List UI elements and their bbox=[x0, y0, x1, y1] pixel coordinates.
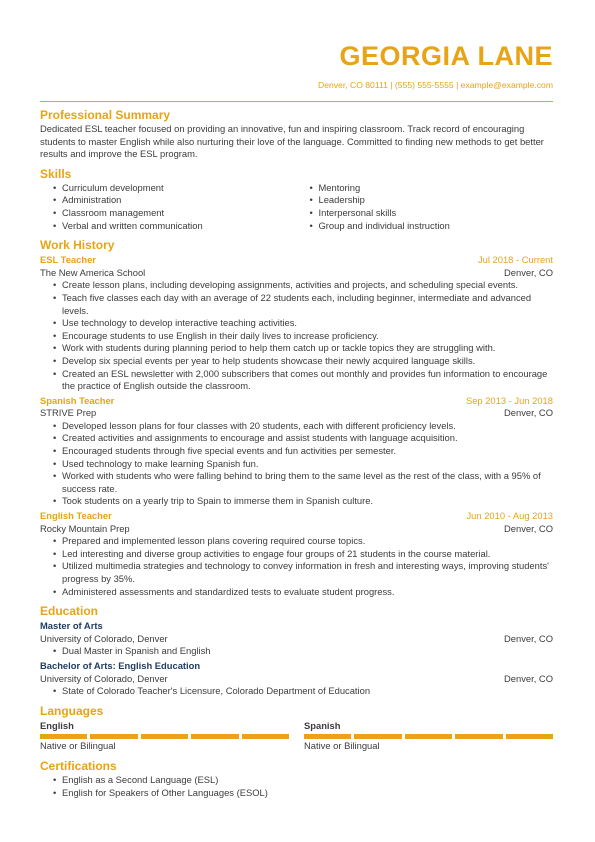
skill-item: • Group and individual instruction bbox=[319, 220, 554, 233]
degree-title: Bachelor of Arts: English Education bbox=[40, 659, 201, 671]
work-history-title: Work History bbox=[40, 238, 115, 253]
job-entry bbox=[40, 510, 553, 598]
proficiency-segment bbox=[304, 734, 351, 739]
skills-column-right bbox=[297, 182, 554, 232]
job-company-row bbox=[40, 407, 553, 420]
job-bullet: • Develop six special events per year to help students showcase their newly acquired language skills. bbox=[62, 355, 553, 368]
job-dates: Jun 2010 - Aug 2013 bbox=[466, 510, 553, 522]
job-role: ESL Teacher bbox=[40, 254, 96, 266]
job-bullet: • Encouraged students through five special events and fun activities per semester. bbox=[62, 445, 553, 458]
job-location: Denver, CO bbox=[504, 407, 553, 419]
proficiency-segment bbox=[191, 734, 238, 739]
job-bullet: • Worked with students who were falling behind to bring them to the same level as the rest of the class, with a 95% of success rate. bbox=[62, 470, 553, 495]
job-bullet: • Use technology to develop interactive teaching activities. bbox=[62, 317, 553, 330]
candidate-name: GEORGIA LANE bbox=[339, 41, 553, 71]
job-bullet: • Encourage students to use English in their daily lives to increase proficiency. bbox=[62, 330, 553, 343]
header-divider bbox=[40, 101, 553, 102]
skill-item: • Verbal and written communication bbox=[62, 220, 297, 233]
job-company: STRIVE Prep bbox=[40, 407, 97, 419]
proficiency-segment bbox=[354, 734, 401, 739]
school-location: Denver, CO bbox=[504, 672, 553, 684]
proficiency-segment bbox=[405, 734, 452, 739]
job-role: Spanish Teacher bbox=[40, 394, 115, 406]
language-proficiency-bar bbox=[304, 734, 553, 739]
job-location: Denver, CO bbox=[504, 266, 553, 278]
skill-item: • Curriculum development bbox=[62, 182, 297, 195]
school-location: Denver, CO bbox=[504, 632, 553, 644]
skills-column-left bbox=[40, 182, 297, 232]
proficiency-segment bbox=[506, 734, 553, 739]
job-bullet: • Took students on a yearly trip to Spain to immerse them in Spanish culture. bbox=[62, 495, 553, 508]
job-entry bbox=[40, 254, 553, 393]
language-item bbox=[304, 720, 553, 753]
job-bullet: • Teach five classes each day with an average of 22 students each, including beginner, intermediate and advanced levels. bbox=[62, 292, 553, 317]
language-name: Spanish bbox=[304, 719, 341, 731]
job-header bbox=[40, 395, 553, 408]
job-bullet: • Developed lesson plans for four classes with 20 students, each with different proficiency levels. bbox=[62, 420, 553, 433]
certifications-title: Certifications bbox=[40, 758, 117, 773]
skills-title: Skills bbox=[40, 166, 72, 181]
job-header bbox=[40, 254, 553, 267]
education-entry bbox=[40, 620, 553, 658]
job-role: English Teacher bbox=[40, 510, 112, 522]
education-bullets bbox=[40, 645, 553, 658]
proficiency-segment bbox=[242, 734, 289, 739]
education-title: Education bbox=[40, 604, 99, 619]
school-name: University of Colorado, Denver bbox=[40, 632, 168, 644]
summary-text: Dedicated ESL teacher focused on providing an innovative, fun and inspiring classroom. Track record of encouraging students to master English while also nurturing their love of the language. Committed to finding new methods to get better results and improve the ESL program. bbox=[40, 123, 544, 160]
job-entry bbox=[40, 395, 553, 508]
education-bullets bbox=[40, 685, 553, 698]
job-bullet: • Administered assessments and standardized tests to evaluate student progress. bbox=[62, 586, 553, 599]
job-bullet: • Prepared and implemented lesson plans covering required course topics. bbox=[62, 535, 553, 548]
job-company-row bbox=[40, 523, 553, 536]
skill-item: • Administration bbox=[62, 194, 297, 207]
education-bullet: • Dual Master in Spanish and English bbox=[62, 645, 553, 658]
school-name: University of Colorado, Denver bbox=[40, 672, 168, 684]
job-header bbox=[40, 510, 553, 523]
certifications-list bbox=[40, 774, 553, 799]
proficiency-segment bbox=[141, 734, 188, 739]
degree-title: Master of Arts bbox=[40, 620, 103, 632]
skill-item: • Leadership bbox=[319, 194, 554, 207]
job-company: Rocky Mountain Prep bbox=[40, 522, 130, 534]
skill-item: • Mentoring bbox=[319, 182, 554, 195]
job-company: The New America School bbox=[40, 266, 146, 278]
job-bullet: • Work with students during planning period to help them catch up or tackle topics they are struggling with. bbox=[62, 342, 553, 355]
job-bullet: • Used technology to make learning Spanish fun. bbox=[62, 458, 553, 471]
skill-item: • Classroom management bbox=[62, 207, 297, 220]
language-item bbox=[40, 720, 289, 753]
contact-line: Denver, CO 80111 | (555) 555-5555 | example@example.com bbox=[318, 80, 553, 90]
skill-item: • Interpersonal skills bbox=[319, 207, 554, 220]
job-dates: Jul 2018 - Current bbox=[477, 254, 553, 266]
language-level: Native or Bilingual bbox=[304, 740, 380, 752]
job-bullet: • Create lesson plans, including developing assignments, activities and projects, and scheduling special events. bbox=[62, 279, 553, 292]
education-entry bbox=[40, 660, 553, 698]
proficiency-segment bbox=[40, 734, 87, 739]
job-bullet: • Led interesting and diverse group activities to engage four groups of 21 students in the course material. bbox=[62, 548, 553, 561]
job-bullet: • Created activities and assignments to encourage and assist students with language acquisition. bbox=[62, 432, 553, 445]
proficiency-segment bbox=[455, 734, 502, 739]
languages-title: Languages bbox=[40, 703, 104, 718]
certification-item: • English as a Second Language (ESL) bbox=[62, 774, 553, 787]
languages-list bbox=[40, 720, 553, 753]
language-proficiency-bar bbox=[40, 734, 289, 739]
summary-title: Professional Summary bbox=[40, 108, 171, 122]
job-bullet: • Utilized multimedia strategies and technology to convey information in fresh and interesting ways, improving students' progress by 35%. bbox=[62, 560, 553, 585]
skills-list bbox=[40, 182, 553, 232]
job-bullets bbox=[40, 420, 553, 508]
job-bullet: • Created an ESL newsletter with 2,000 subscribers that comes out monthly and provides fun information to encourage the practice of English outside the classroom. bbox=[62, 368, 553, 393]
language-name: English bbox=[40, 719, 74, 731]
language-level: Native or Bilingual bbox=[40, 740, 116, 752]
job-bullets bbox=[40, 535, 553, 598]
job-dates: Sep 2013 - Jun 2018 bbox=[465, 394, 553, 406]
education-bullet: • State of Colorado Teacher's Licensure, Colorado Department of Education bbox=[62, 685, 553, 698]
job-location: Denver, CO bbox=[504, 522, 553, 534]
job-company-row bbox=[40, 267, 553, 280]
school-row bbox=[40, 673, 553, 686]
school-row bbox=[40, 633, 553, 646]
certification-item: • English for Speakers of Other Languages (ESOL) bbox=[62, 787, 553, 800]
proficiency-segment bbox=[90, 734, 137, 739]
job-bullets bbox=[40, 279, 553, 392]
